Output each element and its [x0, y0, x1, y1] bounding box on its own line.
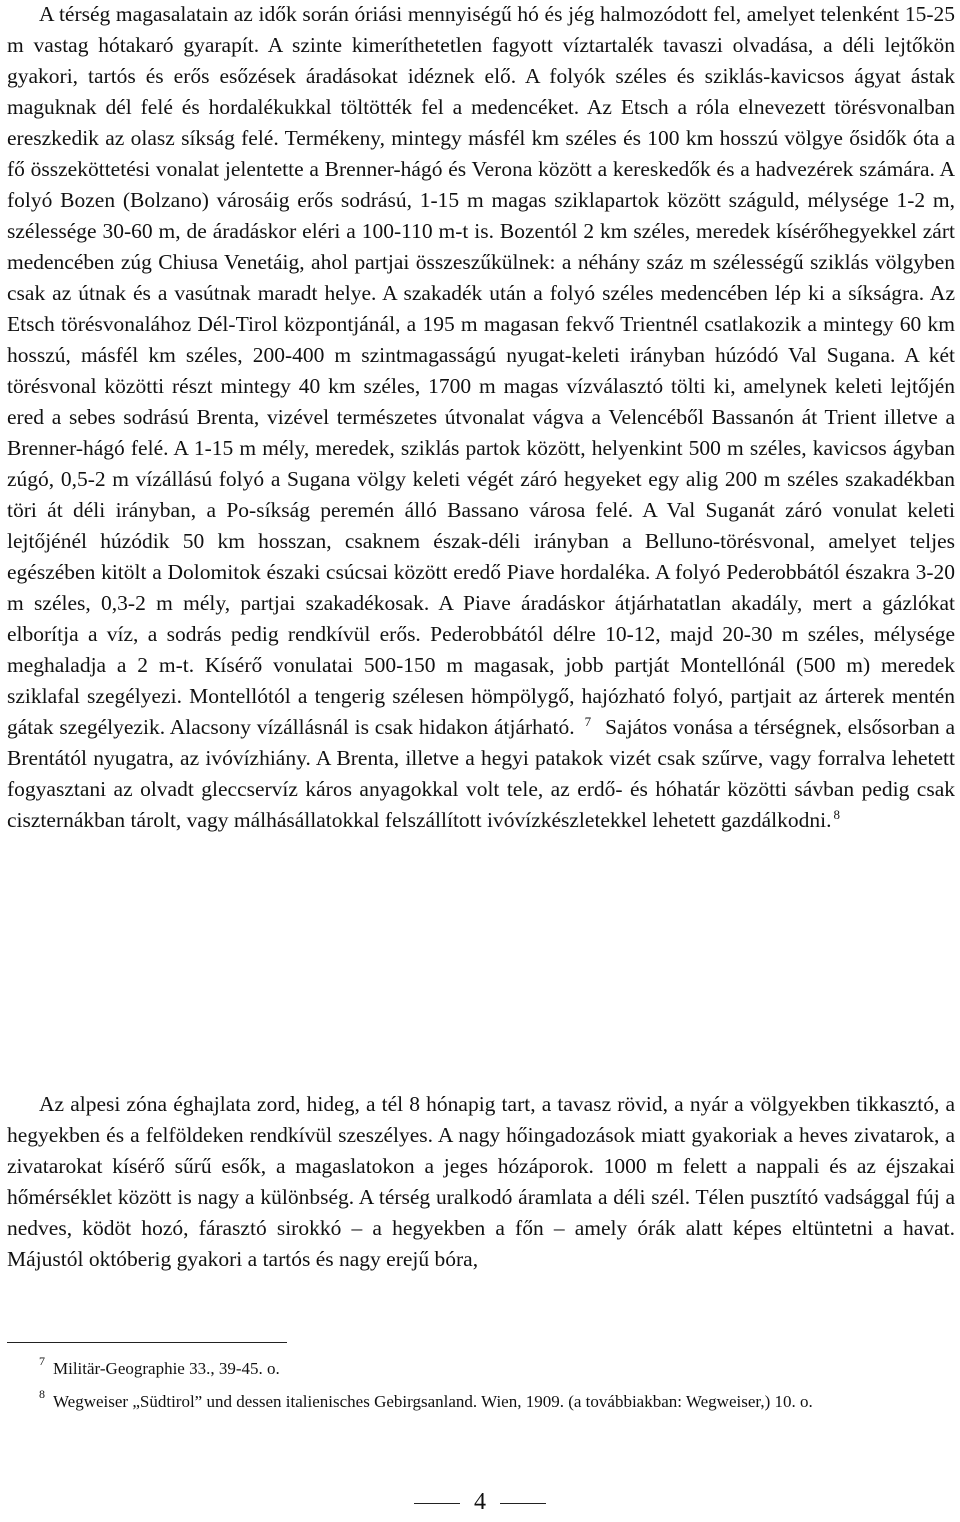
- paragraph-text: A térség magasalatain az idők során óriási mennyiségű hó és jég halmozódott fel, amelyet telenként 15-25 m vastag hótakaró gyarapít. A szinte kimeríthetetlen fagyott víztartalék tavaszi olvadása, a déli lejtőkön gyakori, tartós és erős esőzések áradásokat idéznek elő. A folyók széles és sziklás-kavicsos ágyat ástak maguknak dél felé és hordalékukkal töltötték fel a medencéket. Az Etsch a róla elnevezett törésvonalban ereszkedik az olasz síkság felé. Termékeny, mintegy másfél km széles és 100 km hosszú völgye ősidők óta a fő összeköttetési vonalat jelentette a Brenner-hágó és Verona között a kereskedők és a hadvezérek számára. A folyó Bozen (Bolzano) városáig erős sodrású, 1-15 m magas sziklapartok között száguld, mélysége 1-2 m, szélessége 30-60 m, de áradáskor eléri a 100-110 m-t is. Bozentól 2 km széles, meredek kísérőhegyekkel zárt medencében zúg Chiusa Venetáig, ahol partjai összeszűkülnek: a néhány száz m szélességű sziklás völgyben csak az útnak és a vasútnak maradt helye. A szakadék után a folyó széles medencében lép ki a síkságra. Az Etsch törésvonalához Dél-Tirol központjánál, a 195 m magasan fekvő Trientnél csatlakozik a mintegy 60 km hosszú, másfél km széles, 200-400 m szintmagasságú nyugat-keleti irányban húzódó Val Sugana. A két törésvonal közötti részt mintegy 40 km széles, 1700 m magas vízválasztó tölti ki, amelynek keleti lejtőjén ered a sebes sodrású Brenta, vizével természetes útvonalat vágva a Velencéből Bassanón át Trient illetve a Brenner-hágó felé. A 1-15 m mély, meredek, sziklás partok között, helyenkint 500 m széles, kavicsos ágyban zúgó, 0,5-2 m vízállású folyó a Sugana völgy keleti végét záró hegyeket egy alig 200 m széles szakadékban töri át déli irányban, a Po-síkság peremén álló Bassano városa felé. A Val Suganát záró vonulat keleti lejtőjénél húzódik 50 km hosszan, csaknem észak-déli irányban a Belluno-törésvonal, amelyet teljes egészében kitölt a Dolomitok északi csúcsai között eredő Piave hordaléka. A folyó Pederobbától északra 3-20 m széles, 0,3-2 m mély, partjai szakadékosak. A Piave áradáskor átjárhatatlan akadály, mert a gázlókat elborítja a víz, a sodrás pedig rendkívül erős. Pederobbától délre 10-12, majd 20-30 m széles, mélysége meghaladja a 2 m-t. Kísérő vonulatai 500-150 m magasak, jobb partját Montellónál (500 m) meredek sziklafal szegélyezi. Montellótól a tengerig szélesen hömpölygő, hajózható folyó, partjait az árterek mentén gátak szegélyezik. Alacsony vízállásnál is csak hidakon átjárható.: [7, 2, 955, 739]
- footnote-separator: [7, 1342, 287, 1343]
- page-number-dash-left: [414, 1503, 460, 1504]
- footnote-8: [7, 1389, 955, 1414]
- page-number: [0, 1488, 960, 1516]
- footnote-mark: 7: [39, 1354, 45, 1368]
- page-number-dash-right: [500, 1503, 546, 1504]
- footnote-text: Wegweiser „Südtirol” und dessen italienisches Gebirgsanland. Wien, 1909. (a továbbiakban: Wegweiser,) 10. o.: [53, 1392, 813, 1411]
- footnote-mark: 8: [39, 1387, 45, 1401]
- page-number-value: 4: [474, 1489, 486, 1515]
- body-paragraph-1: [7, 0, 955, 836]
- footnote-ref-8[interactable]: 8: [833, 807, 840, 822]
- footnote-ref-7[interactable]: 7: [584, 714, 592, 729]
- footnote-text: Militär-Geographie 33., 39-45. o.: [53, 1359, 280, 1378]
- body-paragraph-2: Az alpesi zóna éghajlata zord, hideg, a tél 8 hónapig tart, a tavasz rövid, a nyár a völgyekben tikkasztó, a hegyekben és a felföldeken rendkívül szeszélyes. A nagy hőingadozások miatt gyakoriak a heves zivatarok, a zivatarokat kísérő sűrű esők, a magaslatokon a jeges hózáporok. 1000 m felett a nappali és az éjszakai hőmérséklet között is nagy a különbség. A térség uralkodó áramlata a déli szél. Télen pusztító vadsággal fúj a nedves, ködöt hozó, fárasztó sirokkó – a hegyekben a főn – amely órák alatt képes eltüntetni a havat. Májustól októberig gyakori a tartós és nagy erejű bóra,: [7, 1092, 955, 1271]
- footnote-7: [7, 1356, 955, 1381]
- paragraph-text: Sajátos vonása a térségnek, elsősorban a Brentától nyugatra, az ivóvízhiány. A Brenta, illetve a hegyi patakok vizét csak szűrve, vagy forralva lehetett fogyasztani az olvadt gleccservíz káros anyagokkal volt tele, az erdő- és hóhatár közötti sávban pedig csak ciszternákban tárolt, vagy málhásállatokkal felszállított ivóvízkészletekkel lehetett gazdálkodni.: [7, 715, 955, 832]
